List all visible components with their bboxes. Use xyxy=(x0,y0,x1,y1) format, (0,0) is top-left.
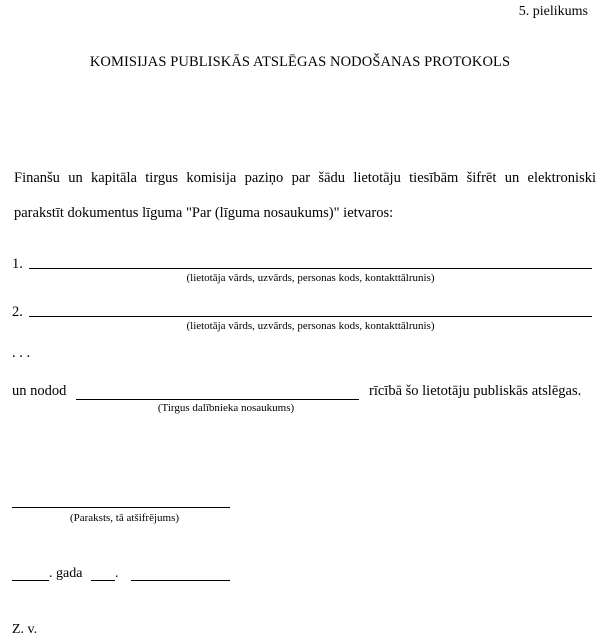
date-dot: . xyxy=(115,566,119,581)
signature-caption: (Paraksts, tā atšifrējums) xyxy=(69,512,180,524)
intro-line-2: parakstīt dokumentus līguma "Par (līguma nosaukums)" ietvaros: xyxy=(14,205,394,221)
user-2-caption: (lietotāja vārds, uzvārds, personas kods, kontakttālrunis) xyxy=(186,320,435,332)
gada-label: . gada xyxy=(49,566,83,581)
ellipsis: . . . xyxy=(12,345,31,361)
participant-caption: (Tirgus dalībnieka nosaukums) xyxy=(157,402,295,414)
signature-line[interactable] xyxy=(12,507,230,508)
document-title: KOMISIJAS PUBLISKĀS ATSLĒGAS NODOŠANAS PROTOKOLS xyxy=(89,54,511,70)
user-2-line[interactable] xyxy=(29,316,592,317)
stamp-label: Z. v. xyxy=(12,622,38,637)
user-1-number: 1. xyxy=(12,256,23,272)
participant-name-line[interactable] xyxy=(76,399,359,400)
transfer-suffix: rīcībā šo lietotāju publiskās atslēgas. xyxy=(369,383,582,399)
annex-label: 5. pielikums xyxy=(518,4,588,19)
month-line[interactable] xyxy=(131,580,230,581)
transfer-prefix: un nodod xyxy=(12,383,67,399)
day-line[interactable] xyxy=(91,580,115,581)
user-1-line[interactable] xyxy=(29,268,592,269)
year-line[interactable] xyxy=(12,580,49,581)
user-2-number: 2. xyxy=(12,304,23,320)
user-1-caption: (lietotāja vārds, uzvārds, personas kods, kontakttālrunis) xyxy=(186,272,435,284)
intro-line-1: Finanšu un kapitāla tirgus komisija paziņo par šādu lietotāju tiesībām šifrēt un elektroniski xyxy=(14,170,596,186)
